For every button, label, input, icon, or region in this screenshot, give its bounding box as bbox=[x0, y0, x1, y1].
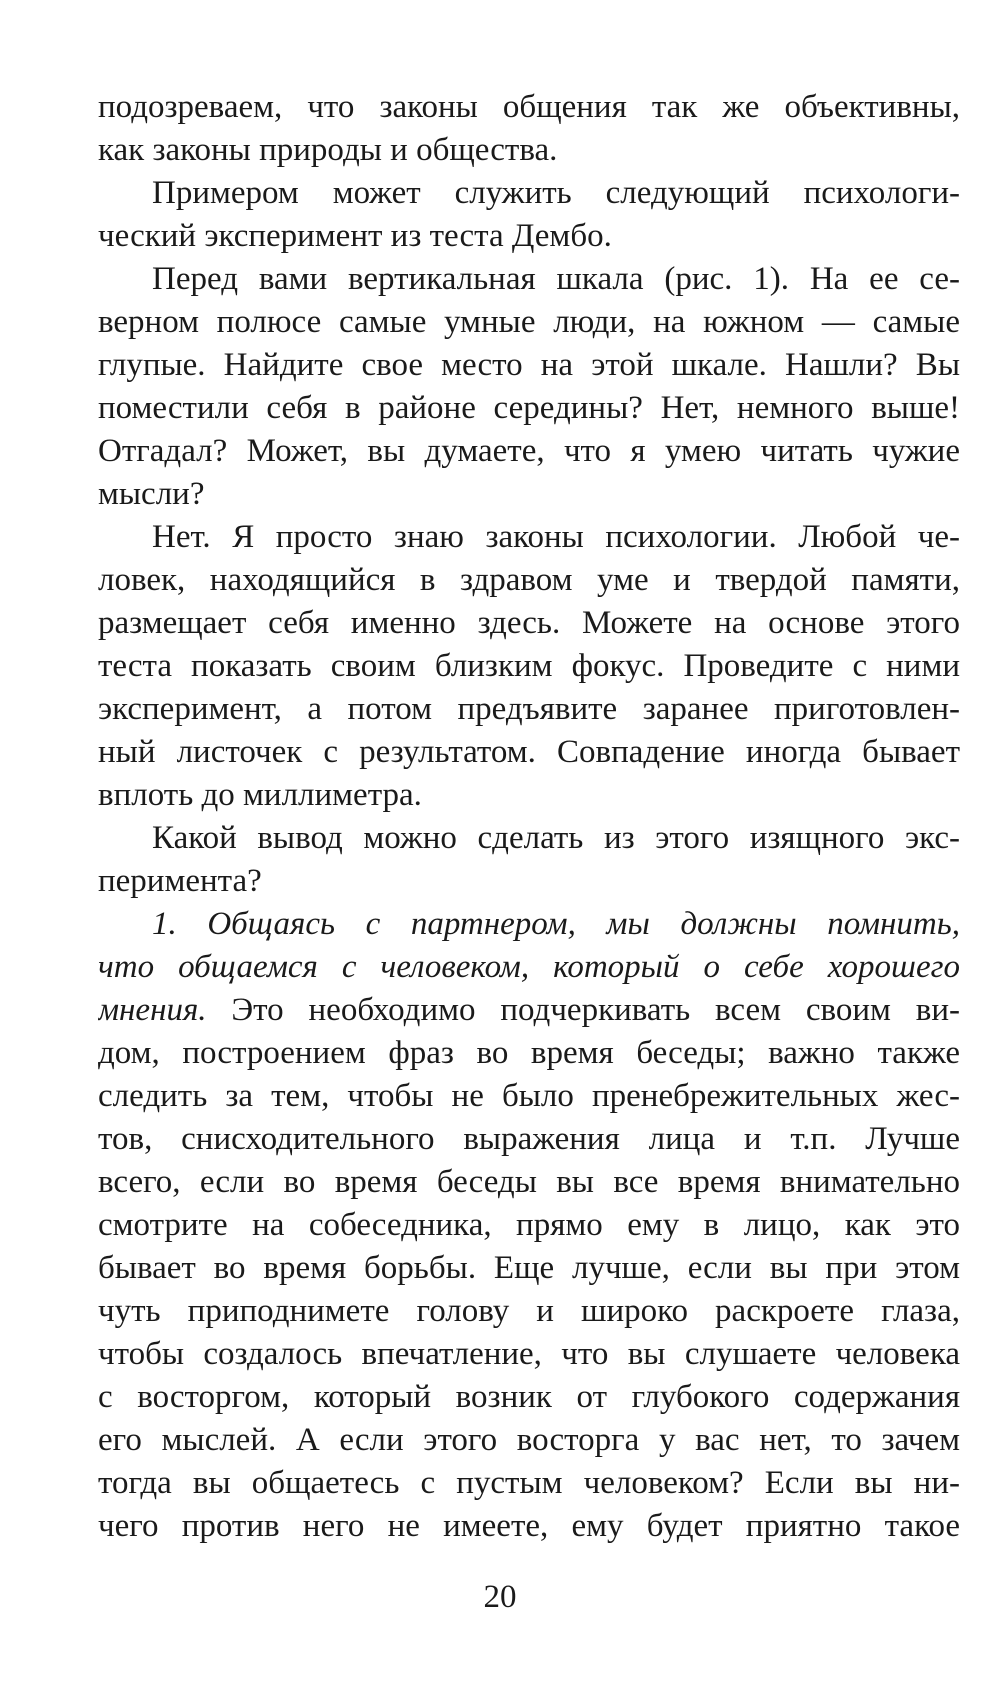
paragraph bbox=[98, 817, 960, 903]
page-body-text bbox=[98, 86, 960, 1548]
text-line: его мыслей. А если этого восторга у вас нет, то зачем bbox=[98, 1422, 960, 1458]
text-line: вплоть до миллиметра. bbox=[98, 777, 422, 813]
paragraph bbox=[98, 516, 960, 817]
text-line bbox=[98, 946, 960, 989]
text-line: всего, если во время беседы вы все время внимательно bbox=[98, 1164, 960, 1200]
text-line: тогда вы общаетесь с пустым человеком? Если вы ни- bbox=[98, 1465, 960, 1501]
text-run: Это необходимо подчеркивать всем своим ви- bbox=[206, 992, 960, 1028]
emphasized-text: 1. Общаясь с партнером, мы должны помнить, bbox=[152, 906, 960, 942]
text-line: Примером может служить следующий психологи- bbox=[152, 175, 960, 211]
text-line: с восторгом, который возник от глубокого содержания bbox=[98, 1379, 960, 1415]
text-line: дом, построением фраз во время беседы; важно также bbox=[98, 1035, 960, 1071]
text-line: ловек, находящийся в здравом уме и твердой памяти, bbox=[98, 562, 960, 598]
text-line: глупые. Найдите свое место на этой шкале. Нашли? Вы bbox=[98, 347, 960, 383]
text-line: эксперимент, а потом предъявите заранее приготовлен- bbox=[98, 691, 960, 727]
text-line: перимента? bbox=[98, 863, 262, 899]
emphasized-text: мнения. bbox=[98, 992, 207, 1028]
paragraph bbox=[98, 903, 960, 1548]
emphasized-text: что общаемся с человеком, который о себе хорошего bbox=[98, 949, 960, 985]
text-line: ческий эксперимент из теста Дембо. bbox=[98, 218, 612, 254]
text-line: подозреваем, что законы общения так же объективны, bbox=[98, 89, 960, 125]
paragraph bbox=[98, 258, 960, 516]
text-line: чуть приподнимете голову и широко раскроете глаза, bbox=[98, 1293, 960, 1329]
text-line: как законы природы и общества. bbox=[98, 132, 558, 168]
page-number: 20 bbox=[483, 1579, 517, 1615]
text-line: тов, снисходительного выражения лица и т.п. Лучше bbox=[98, 1121, 960, 1157]
text-line: теста показать своим близким фокус. Проведите с ними bbox=[98, 648, 960, 684]
text-line: бывает во время борьбы. Еще лучше, если вы при этом bbox=[98, 1250, 960, 1286]
text-line: Нет. Я просто знаю законы психологии. Любой че- bbox=[152, 519, 960, 555]
text-line: Отгадал? Может, вы думаете, что я умею читать чужие bbox=[98, 433, 960, 469]
text-line: Какой вывод можно сделать из этого изящного экс- bbox=[152, 820, 960, 856]
text-line: смотрите на собеседника, прямо ему в лицо, как это bbox=[98, 1207, 960, 1243]
text-line: верном полюсе самые умные люди, на южном — самые bbox=[98, 304, 960, 340]
text-line: чтобы создалось впечатление, что вы слушаете человека bbox=[98, 1336, 960, 1372]
text-line: Перед вами вертикальная шкала (рис. 1). На ее се- bbox=[152, 261, 960, 297]
text-line: размещает себя именно здесь. Можете на основе этого bbox=[98, 605, 960, 641]
text-line bbox=[98, 989, 960, 1032]
text-line: мысли? bbox=[98, 476, 205, 512]
paragraph bbox=[98, 86, 960, 172]
text-line: поместили себя в районе середины? Нет, немного выше! bbox=[98, 390, 960, 426]
paragraph bbox=[98, 172, 960, 258]
text-line: чего против него не имеете, ему будет приятно такое bbox=[98, 1508, 960, 1544]
text-line bbox=[98, 903, 960, 946]
text-line: следить за тем, чтобы не было пренебрежительных жес- bbox=[98, 1078, 960, 1114]
text-line: ный листочек с результатом. Совпадение иногда бывает bbox=[98, 734, 960, 770]
